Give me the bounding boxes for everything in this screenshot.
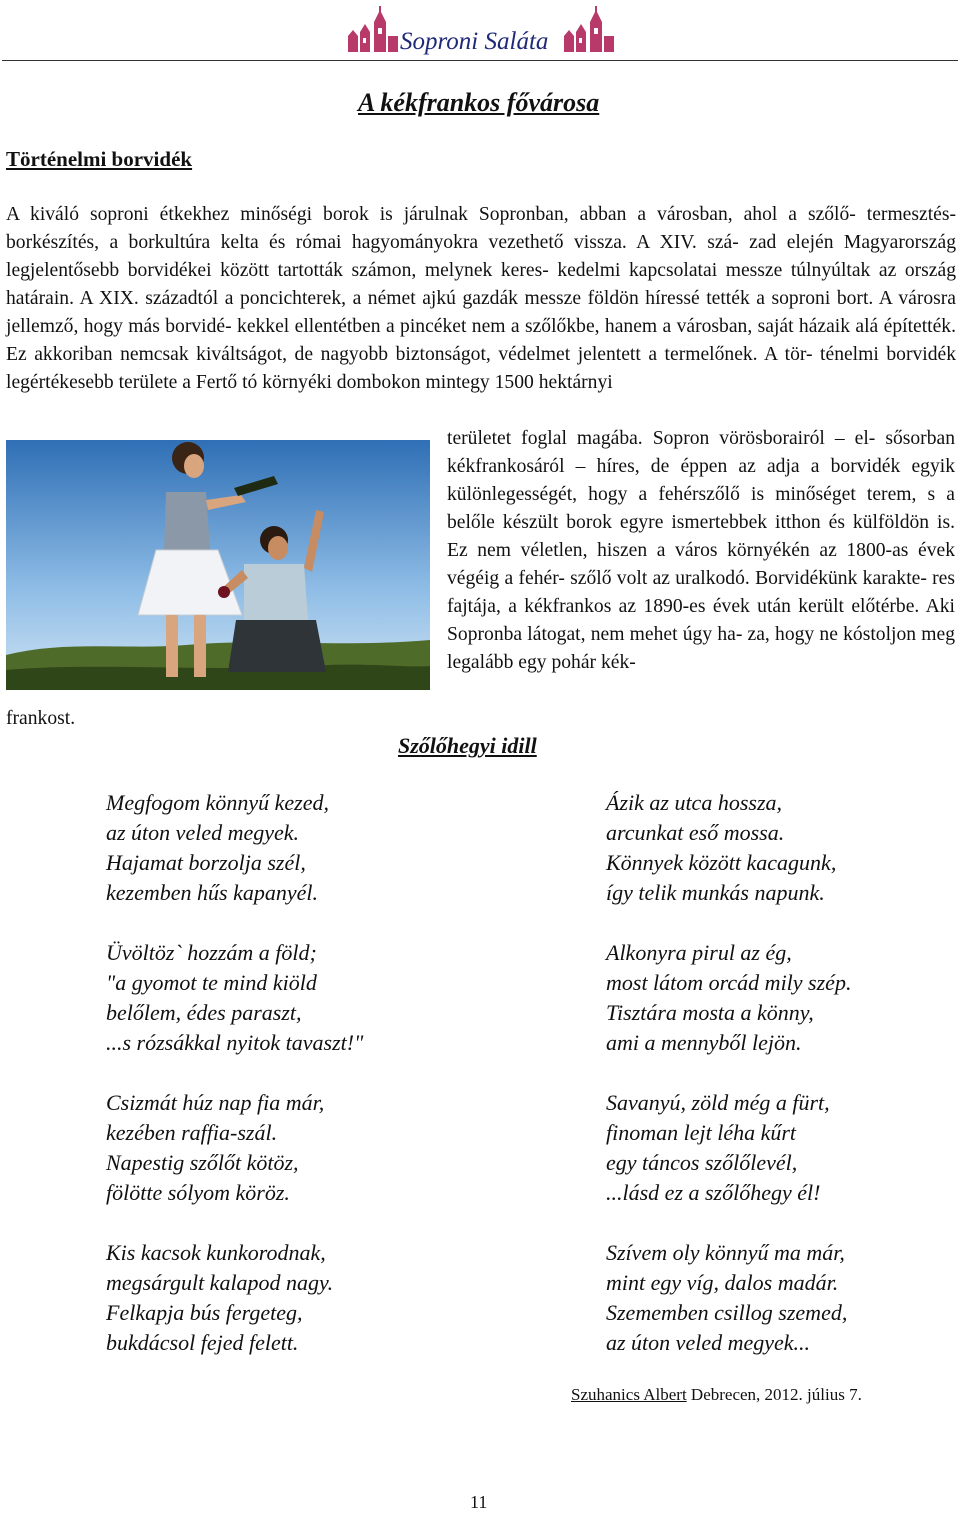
poem-line: Ázik az utca hossza, [606, 790, 782, 815]
poem-column-left [106, 788, 363, 1388]
poem-line: finoman lejt léha kűrt [606, 1120, 797, 1145]
poem-column-right [606, 788, 851, 1388]
poem-line: Megfogom könnyű kezed, [106, 790, 329, 815]
poem-line: Felkapja bús fergeteg, [106, 1300, 303, 1325]
poem-line: ...s rózsákkal nyitok tavaszt!" [106, 1030, 364, 1055]
poem-signature [571, 1385, 862, 1405]
poem-line: kezében raffia-szál. [106, 1120, 278, 1145]
poem-stanza [106, 788, 363, 908]
poem-stanza [106, 938, 363, 1058]
poem-author: Szuhanics Albert [571, 1385, 687, 1404]
poem-line: "a gyomot te mind kiöld [106, 970, 317, 995]
poem-line: mint egy víg, dalos madár. [606, 1270, 839, 1295]
poem-line: bukdácsol fejed felett. [106, 1330, 299, 1355]
section-heading: Történelmi borvidék [6, 147, 193, 171]
poem-stanza [606, 938, 851, 1058]
poem-place-date: Debrecen, 2012. július 7. [686, 1385, 862, 1404]
poem-line: Alkonyra pirul az ég, [606, 940, 792, 965]
poem-line: Csizmát húz nap fia már, [106, 1090, 325, 1115]
poem-stanza [106, 1238, 363, 1358]
poem-line: Tisztára mosta a könny, [606, 1000, 814, 1025]
article-title: A kékfrankos fővárosa [358, 88, 600, 117]
article-paragraph [6, 201, 956, 397]
poem-line: belőlem, édes paraszt, [106, 1000, 302, 1025]
poem-line: így telik munkás napunk. [606, 880, 825, 905]
poem-line: Szememben csillog szemed, [606, 1300, 848, 1325]
article-paragraph-wrap [447, 425, 955, 677]
page-number: 11 [470, 1492, 488, 1512]
poem-line: az úton veled megyek. [106, 820, 300, 845]
poem-line: megsárgult kalapod nagy. [106, 1270, 334, 1295]
poem-line: ...lásd ez a szőlőhegy él! [606, 1180, 821, 1205]
poem-title: Szőlőhegyi idill [398, 733, 537, 758]
paragraph-text: területet foglal magába. Sopron vörösborairól – el- sősorban kékfrankosáról – híres, de éppen az adja a borvidék egyik különlegességét, hogy a fehérszőlő is minőséget terem, s a belőle készült borok egyre ismertebbek itthon és külföldön is. Ez nem véletlen, hiszen a város környékén az 1800-as évek végéig a fehér- szőlő volt az uralkodó. Borvidékünk karakte- res fajtája, a kékfrankos az 1890-es évek után került előtérbe. Aki Sopronba látogat, nem mehet úgy ha- za, hogy ne kóstoljon meg legalább egy pohár kék- [447, 428, 955, 673]
poem-line: Savanyú, zöld még a fürt, [606, 1090, 830, 1115]
poem-line: Hajamat borzolja szél, [106, 850, 306, 875]
poem-line: az úton veled megyek... [606, 1330, 811, 1355]
poem-line: Napestig szőlőt kötöz, [106, 1150, 299, 1175]
poem-line: fölötte sólyom köröz. [106, 1180, 290, 1205]
poem-line: arcunkat eső mossa. [606, 820, 785, 845]
poem-line: kezemben hűs kapanyél. [106, 880, 318, 905]
paragraph-text: A kiváló soproni étkekhez minőségi borok is járulnak Sopronban, abban a városban, ahol a szőlő- termesztés-borkészítés, a borkultúra kelta és római hagyományokra vezethető vissza. A XIV. szá- zad elején Magyarország legjelentősebb borvidékei között tartották számon, melynek keres- kedelmi kapcsolatai messze túlnyúltak az ország határain. A XIX. századtól a poncichterek, a német ajkú gazdák messze földön híressé tették a soproni bort. A városra jellemző, hogy más borvidé- kekkel ellentétben a pincéket nem a szőlőkbe, hanem a városban, saját házaik alá építették. Ez akkoriban nemcsak kiváltságot, de nagyobb biztonságot, védelmet jelentett a termelőnek. A tör- ténelmi borvidék legértékesebb területe a Fertő tó környéki dombokon mintegy 1500 hektárnyi [6, 204, 956, 393]
poem-stanza [606, 1238, 851, 1358]
poem-line: egy táncos szőlőlevél, [606, 1150, 798, 1175]
church-tower-icon [346, 6, 400, 54]
poem-line: Üvöltöz` hozzám a föld; [106, 940, 317, 965]
poem-line: Kis kacsok kunkorodnak, [106, 1240, 326, 1265]
poem-line: most látom orcád mily szép. [606, 970, 852, 995]
poem-line: Szívem oly könnyű ma már, [606, 1240, 845, 1265]
poem-stanza [606, 1088, 851, 1208]
couple-wine-photo [6, 440, 430, 690]
magazine-title: Soproni Saláta [400, 28, 549, 55]
church-tower-icon [562, 6, 616, 54]
paragraph-end: frankost. [6, 708, 76, 729]
header-divider [2, 60, 958, 61]
poem-stanza [606, 788, 851, 908]
page-header [0, 0, 960, 62]
poem-stanza [106, 1088, 363, 1208]
poem-line: Könnyek között kacagunk, [606, 850, 837, 875]
poem-line: ami a mennyből lejön. [606, 1030, 802, 1055]
